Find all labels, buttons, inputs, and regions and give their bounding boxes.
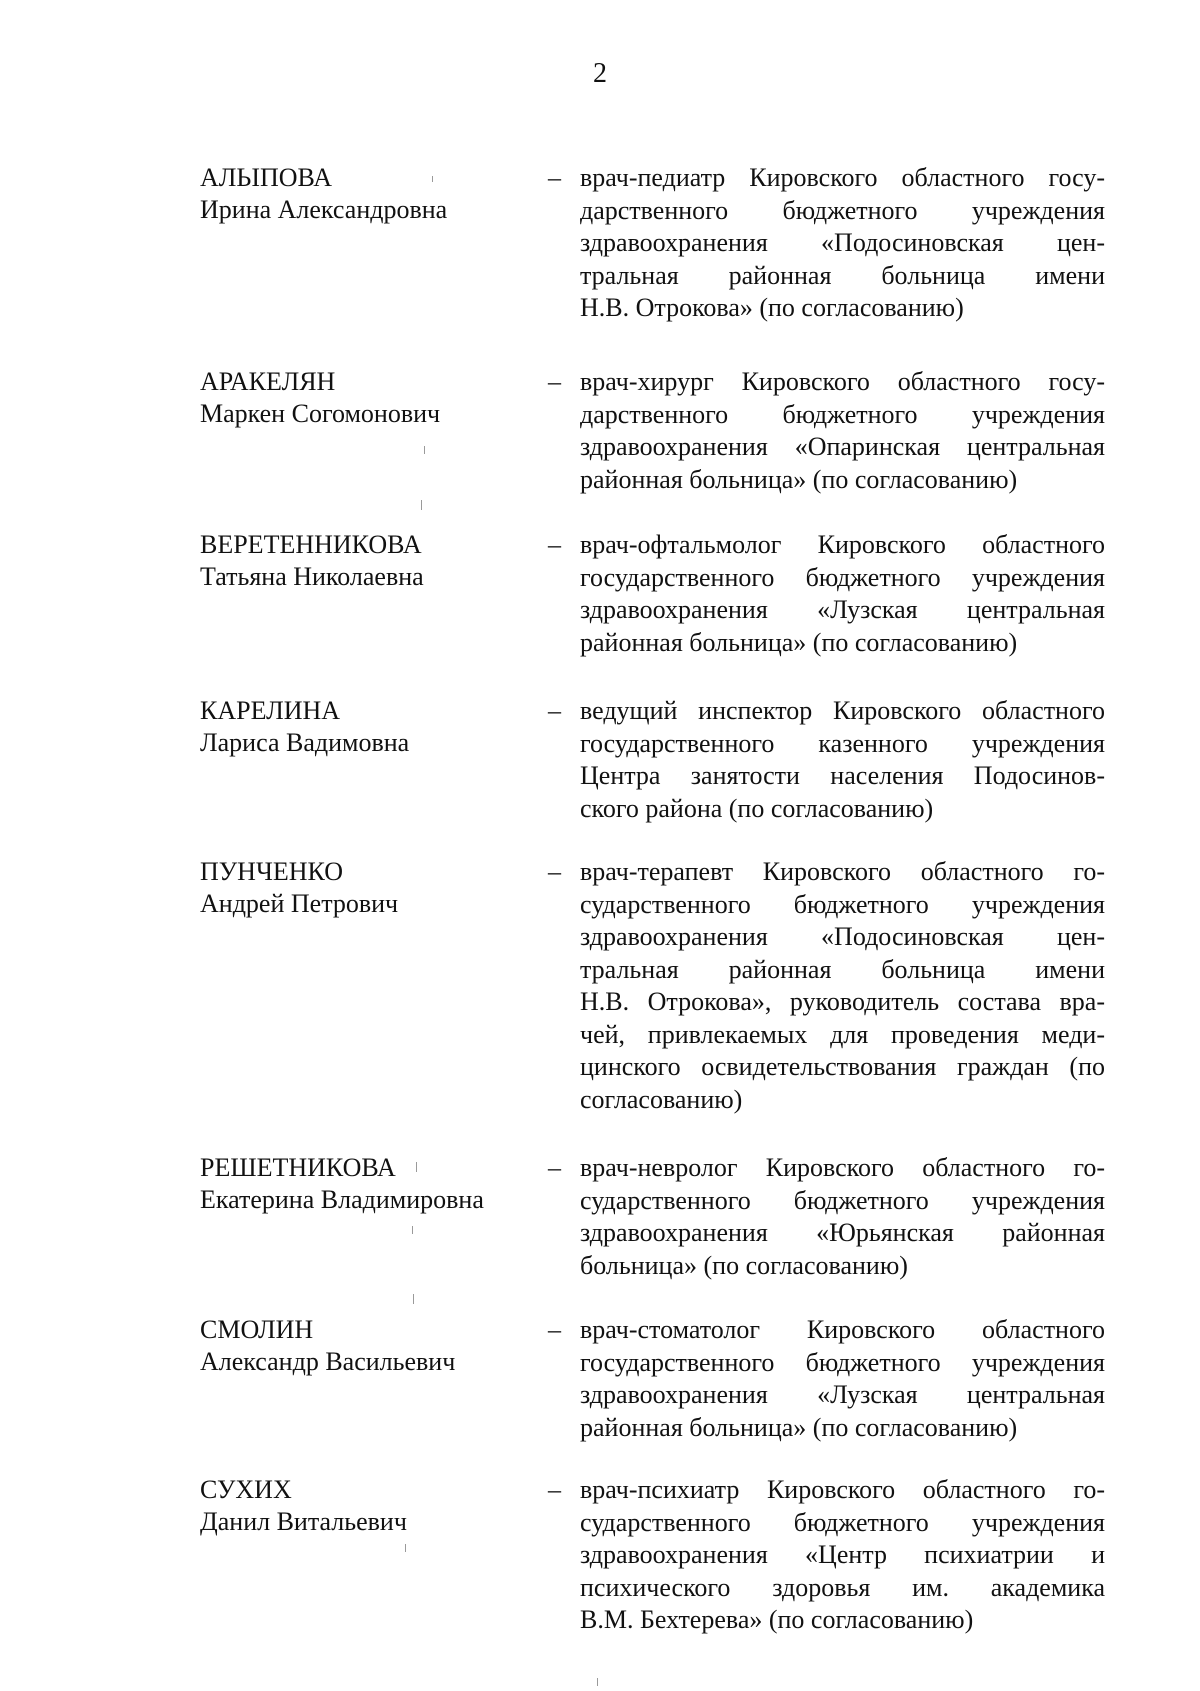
description-line: врач-стоматолог Кировского областного — [580, 1315, 1105, 1344]
description-line: сударственного бюджетного учреждения — [580, 1507, 1105, 1537]
member-name — [200, 1152, 530, 1216]
description-line: врач-педиатр Кировского областного госу- — [580, 163, 1105, 192]
description-line: здравоохранения «Подосиновская цен- — [580, 228, 1105, 257]
member-surname: ПУНЧЕНКО — [200, 857, 343, 886]
member-surname: СУХИХ — [200, 1475, 292, 1504]
member-surname: РЕШЕТНИКОВА — [200, 1153, 396, 1182]
description-line: больница» (по согласованию) — [580, 1250, 908, 1280]
member-given-names: Александр Васильевич — [200, 1347, 456, 1376]
description-line: тральная районная больница имени — [580, 954, 1105, 984]
dash-separator: – — [548, 1315, 561, 1344]
member-position-description — [580, 162, 1105, 325]
description-line: здравоохранения «Лузская центральная — [580, 595, 1105, 624]
member-position-description — [580, 1314, 1105, 1444]
member-given-names: Екатерина Владимировна — [200, 1185, 484, 1214]
member-name — [200, 856, 530, 920]
description-line: врач-офтальмолог Кировского областного — [580, 530, 1105, 559]
member-surname: АРАКЕЛЯН — [200, 367, 336, 396]
description-line: государственного казенного учреждения — [580, 728, 1105, 758]
description-line: районная больница» (по согласованию) — [580, 627, 1018, 657]
description-line: врач-психиатр Кировского областного го- — [580, 1475, 1105, 1504]
description-line: сударственного бюджетного учреждения — [580, 1185, 1105, 1215]
member-surname: КАРЕЛИНА — [200, 696, 341, 725]
scan-speck — [424, 446, 425, 454]
description-line: ского района (по согласованию) — [580, 793, 934, 823]
dash-separator: – — [548, 530, 561, 559]
description-line: цинского освидетельствования граждан (по — [580, 1052, 1105, 1081]
description-line: государственного бюджетного учреждения — [580, 1347, 1105, 1377]
member-name — [200, 695, 530, 759]
dash-separator: – — [548, 1153, 561, 1182]
member-surname: СМОЛИН — [200, 1315, 314, 1344]
dash-separator: – — [548, 163, 561, 192]
member-given-names: Ирина Александровна — [200, 195, 448, 224]
description-line: здравоохранения «Лузская центральная — [580, 1380, 1105, 1409]
description-line: Н.В. Отрокова» (по согласованию) — [580, 293, 964, 322]
description-line: государственного бюджетного учреждения — [580, 562, 1105, 592]
description-line: чей, привлекаемых для проведения меди- — [580, 1019, 1105, 1049]
member-given-names: Маркен Согомонович — [200, 399, 441, 428]
member-position-description — [580, 529, 1105, 659]
scan-speck — [432, 176, 433, 182]
scan-speck — [597, 1678, 598, 1686]
member-name — [200, 1314, 530, 1378]
description-line: тральная районная больница имени — [580, 260, 1105, 290]
member-position-description — [580, 856, 1105, 1116]
page-number: 2 — [593, 58, 607, 89]
member-name — [200, 162, 530, 226]
dash-separator: – — [548, 1475, 561, 1504]
dash-separator: – — [548, 696, 561, 725]
description-line: районная больница» (по согласованию) — [580, 464, 1018, 494]
description-line: психического здоровья им. академика — [580, 1572, 1105, 1602]
member-position-description — [580, 366, 1105, 496]
dash-separator: – — [548, 367, 561, 396]
description-line: здравоохранения «Юрьянская районная — [580, 1218, 1105, 1247]
scan-speck — [405, 1544, 406, 1552]
scan-speck — [412, 1226, 413, 1234]
description-line: В.М. Бехтерева» (по согласованию) — [580, 1605, 974, 1634]
scan-speck — [413, 1294, 414, 1304]
description-line: дарственного бюджетного учреждения — [580, 399, 1105, 429]
description-line: врач-невролог Кировского областного го- — [580, 1153, 1105, 1182]
description-line: врач-хирург Кировского областного госу- — [580, 367, 1105, 396]
member-name — [200, 366, 530, 430]
member-name — [200, 529, 530, 593]
description-line: здравоохранения «Подосиновская цен- — [580, 922, 1105, 951]
member-surname: АЛЬІПОВА — [200, 163, 333, 192]
member-given-names: Данил Витальевич — [200, 1507, 407, 1536]
scan-speck — [421, 500, 422, 510]
member-position-description — [580, 695, 1105, 825]
description-line: здравоохранения «Центр психиатрии и — [580, 1540, 1105, 1569]
description-line: районная больница» (по согласованию) — [580, 1412, 1018, 1442]
member-given-names: Татьяна Николаевна — [200, 562, 424, 591]
description-line: здравоохранения «Опаринская центральная — [580, 432, 1105, 461]
scan-speck — [416, 1162, 417, 1172]
description-line: сударственного бюджетного учреждения — [580, 889, 1105, 919]
member-position-description — [580, 1474, 1105, 1637]
description-line: дарственного бюджетного учреждения — [580, 195, 1105, 225]
member-given-names: Андрей Петрович — [200, 889, 399, 918]
description-line: Н.В. Отрокова», руководитель состава вра- — [580, 987, 1105, 1016]
member-surname: ВЕРЕТЕННИКОВА — [200, 530, 422, 559]
member-given-names: Лариса Вадимовна — [200, 728, 410, 757]
description-line: Центра занятости населения Подосинов- — [580, 761, 1105, 790]
description-line: ведущий инспектор Кировского областного — [580, 696, 1105, 725]
description-line: согласованию) — [580, 1084, 743, 1114]
description-line: врач-терапевт Кировского областного го- — [580, 857, 1105, 886]
dash-separator: – — [548, 857, 561, 886]
member-position-description — [580, 1152, 1105, 1282]
member-name — [200, 1474, 530, 1538]
